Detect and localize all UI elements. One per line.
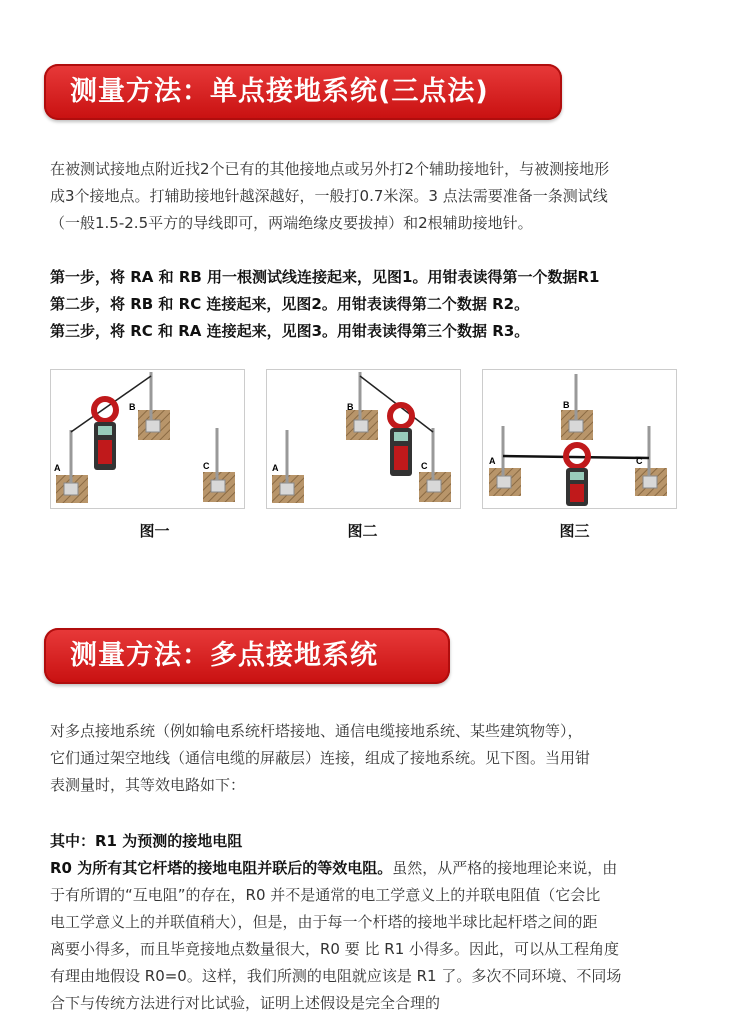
intro-line: 在被测试接地点附近找2个已有的其他接地点或另外打2个辅助接地针，与被测接地形 xyxy=(50,160,610,178)
intro-line: 它们通过架空地线（通信电缆的屏蔽层）连接，组成了接地系统。见下图。当用钳 xyxy=(50,749,591,767)
note-line: 有理由地假设 R0=0。这样，我们所测的电阻就应该是 R1 了。多次不同环境、不同场 xyxy=(50,967,622,985)
note-line: 离要小得多，而且毕竟接地点数量很大，R0 要 比 R1 小得多。因此，可以从工程角度 xyxy=(50,940,620,958)
fig1-label-b: B xyxy=(129,402,136,412)
fig2-label-b: B xyxy=(347,402,354,412)
note-line: 电工学意义上的并联值稍大），但是，由于每一个杆塔的接地半球比起杆塔之间的距 xyxy=(50,913,598,931)
section1-intro xyxy=(50,156,690,237)
intro-line: 成3个接地点。打辅助接地针越深越好，一般打0.7米深。3 点法需要准备一条测试线 xyxy=(50,187,608,205)
step-line: 第三步，将 RC 和 RA 连接起来，见图3。用钳表读得第三个数据 R3。 xyxy=(50,322,530,340)
fig3-label-c: C xyxy=(636,456,643,466)
figure-2 xyxy=(266,369,461,509)
step-line: 第二步，将 RB 和 RC 连接起来，见图2。用钳表读得第二个数据 R2。 xyxy=(50,295,530,313)
figure-2-caption: 图二 xyxy=(347,522,378,540)
fig2-label-a: A xyxy=(272,463,279,473)
figure-1-illustration xyxy=(51,370,244,508)
fig3-label-a: A xyxy=(489,456,496,466)
figure-2-illustration xyxy=(267,370,460,508)
figure-1-caption: 图一 xyxy=(139,522,170,540)
section2-banner xyxy=(44,628,450,684)
fig1-label-a: A xyxy=(54,463,61,473)
note-line: 于有所谓的“互电阻”的存在，R0 并不是通常的电工学意义上的并联电阻值（它会比 xyxy=(50,886,601,904)
figure-3 xyxy=(482,369,677,509)
section2-title: 测量方法：多点接地系统 xyxy=(70,640,378,671)
figure-3-caption: 图三 xyxy=(559,522,590,540)
intro-line: 对多点接地系统（例如输电系统杆塔接地、通信电缆接地系统、某些建筑物等）， xyxy=(50,722,583,740)
figure-1 xyxy=(50,369,245,509)
section2-intro xyxy=(50,718,690,799)
section1-title: 测量方法：单点接地系统(三点法) xyxy=(70,76,489,107)
intro-line: （一般1.5-2.5平方的导线即可，两端绝缘皮要拔掉）和2根辅助接地针。 xyxy=(50,214,533,232)
step-line: 第一步，将 RA 和 RB 用一根测试线连接起来，见图1。用钳表读得第一个数据R1 xyxy=(50,268,600,286)
intro-line: 表测量时，其等效电路如下： xyxy=(50,776,246,794)
note-line: 合下与传统方法进行对比试验，证明上述假设是完全合理的 xyxy=(50,994,441,1012)
fig1-label-c: C xyxy=(203,461,210,471)
section1-steps xyxy=(50,264,690,345)
fig2-label-c: C xyxy=(421,461,428,471)
fig3-label-b: B xyxy=(563,400,570,410)
section2-note xyxy=(50,828,690,1017)
note-heading: 其中：R1 为预测的接地电阻 xyxy=(50,832,243,850)
note-line xyxy=(50,855,690,882)
note-bold: R0 为所有其它杆塔的接地电阻并联后的等效电阻。 xyxy=(50,859,393,877)
figure-3-illustration xyxy=(483,370,676,508)
note-text: 虽然，从严格的接地理论来说，由 xyxy=(392,859,618,877)
section1-banner xyxy=(44,64,562,120)
